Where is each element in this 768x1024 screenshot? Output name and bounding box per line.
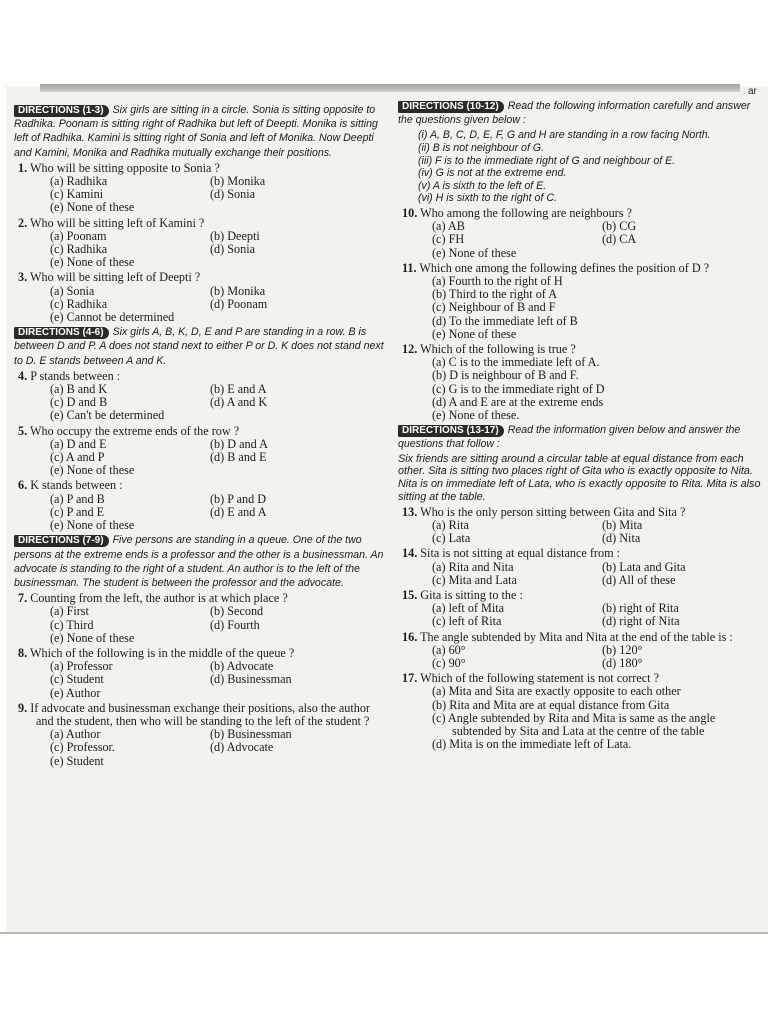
option: (e) None of these [50,463,135,478]
option: (b) CG [602,219,637,234]
option: (e) None of these [50,255,135,270]
directions-text: Six girls A, B, K, D, E and P are standing in a row. B is between D and P. A does not stand next to either P or D. K does not stand next to D. E stands between A and K. [14,326,384,367]
option: (d) To the immediate left of B [432,313,578,328]
option: (c) P and E [50,504,105,519]
question-number: 2. [18,215,28,230]
option: (c) Lata [432,531,471,546]
option: (e) None of these [432,326,517,341]
option: (e) Can't be determined [50,408,165,423]
option: (d) Poonam [210,296,268,311]
directions-1-3 [14,103,388,160]
question-17 [398,672,766,751]
question-text: Which of the following is in the middle of the queue ? [29,645,295,660]
option: (d) Nita [602,531,641,546]
option: (a) Fourth to the right of H [432,273,563,288]
option: (b) Deepti [210,228,260,243]
option: (a) Rita [432,518,469,533]
directions-tag: DIRECTIONS (10-12) [398,101,504,113]
option: (b) Monika [210,283,266,298]
question-2 [14,217,388,270]
option: (d) All of these [602,572,676,587]
question-9 [14,702,388,768]
question-number: 9. [18,700,28,715]
option: (d) Fourth [210,617,260,632]
directions-tag: DIRECTIONS (1-3) [14,105,109,117]
option: (a) 60° [432,642,466,657]
option: (a) First [50,604,89,619]
question-text: Counting from the left, the author is at which place ? [30,591,288,606]
option: (c) Radhika [50,242,108,257]
directions-tag: DIRECTIONS (4-6) [14,327,109,339]
statement-list [398,129,766,205]
question-6 [14,479,388,532]
directions-text: Five persons are standing in a queue. One of the two persons at the extreme ends is a professor and the other is a businessman. An advocate is standing to the right of a student. An author is to the left of the businessman. The student is between the professor and the advocate. [14,534,384,589]
option: (c) Professor. [50,740,115,755]
question-text: Who among the following are neighbours ? [420,205,632,220]
option: (b) Businessman [210,727,292,742]
question-number: 7. [18,591,28,606]
option: (a) left of Mita [432,601,505,616]
option: (d) CA [602,232,637,247]
statement: (v) A is sixth to the left of E. [418,179,547,192]
option: (b) Third to the right of A [432,287,558,302]
option: (e) Author [50,685,101,700]
option: (a) D and E [50,436,107,451]
option: (d) E and A [210,504,267,519]
question-16 [398,631,766,671]
question-number: 5. [18,423,28,438]
statement: (iii) F is to the immediate right of G and neighbour of E. [418,154,676,167]
option: (c) D and B [50,395,108,410]
statement: (ii) B is not neighbour of G. [418,142,545,154]
left-column [14,102,388,768]
option: (a) C is to the immediate left of A. [432,355,600,370]
question-5 [14,425,388,478]
question-text: P stands between : [30,368,121,383]
option: (e) None of these [50,518,135,533]
question-number: 6. [18,478,28,493]
option: (b) right of Rita [602,601,679,616]
question-text: Which one among the following defines the position of D ? [419,260,710,275]
statement: (iv) G is not at the extreme end. [418,167,567,180]
option: (c) Mita and Lata [432,572,517,587]
question-10 [398,207,766,260]
option: (c) Angle subtended by Rita and Mita is same as the angle subtended by Sita and Lata at the centre of the table [432,710,716,739]
question-7 [14,592,388,645]
question-number: 14. [402,546,418,561]
question-number: 15. [402,588,418,603]
question-15 [398,589,766,629]
question-number: 17. [402,671,418,686]
option: (a) AB [432,219,465,234]
directions-text: Read the following information carefully and answer the questions given below : [398,100,751,127]
option: (d) 180° [602,656,643,671]
question-number: 3. [18,270,28,285]
option: (d) Mita is on the immediate left of Lata. [432,737,632,752]
question-text: Who will be sitting left of Deepti ? [29,270,201,285]
option: (d) A and K [210,395,268,410]
page-bottom-edge [0,932,768,934]
option: (b) P and D [210,491,267,506]
question-11 [398,262,766,341]
question-number: 4. [18,368,28,383]
question-text: Who will be sitting left of Kamini ? [29,215,205,230]
question-text: The angle subtended by Mita and Nita at the end of the table is : [420,629,733,644]
option: (c) Kamini [50,187,104,202]
option: (e) None of these [50,630,135,645]
question-text: Which of the following statement is not correct ? [420,671,659,686]
question-text: Gita is sitting to the : [420,588,523,603]
question-13 [398,506,766,546]
header-rule [40,84,740,92]
option: (c) A and P [50,450,105,465]
option: (b) Monika [210,174,266,189]
option: (e) None of these [50,200,135,215]
question-text: Sita is not sitting at equal distance from : [420,546,620,561]
question-number: 12. [402,342,418,356]
option: (c) 90° [432,656,466,671]
option: (c) Neighbour of B and F [432,300,556,315]
statement: (vi) H is sixth to the right of C. [418,192,557,205]
option: (d) Sonia [210,242,256,257]
option: (e) None of these [432,245,517,260]
option: (b) Rita and Mita are at equal distance from Gita [432,697,670,712]
option: (b) Advocate [210,659,274,674]
option: (c) Radhika [50,296,108,311]
directions-text: Six girls are sitting in a circle. Sonia is sitting opposite to Radhika. Poonam is sitting right of Radhika but left of Deepti. Monika is sitting left of Radhika. Kamini is sitting right of Sonia and left of Monika. Now Deepti and Kamini, Monika and Radhika mutually exchange their positions. [14,104,378,159]
option: (b) D is neighbour of B and F. [432,368,579,383]
question-text: If advocate and businessman exchange their positions, also the author and the student, then who will be standing to the left of the student ? [30,700,370,728]
question-number: 1. [18,160,28,175]
corner-text: ar [748,86,757,97]
option: (a) Radhika [50,174,108,189]
directions-10-12 [398,99,766,127]
option: (d) Businessman [210,672,292,687]
option: (c) Third [50,617,94,632]
question-number: 16. [402,629,418,644]
directions-tag: DIRECTIONS (13-17) [398,425,504,437]
option: (b) Second [210,604,264,619]
right-column [398,98,766,751]
option: (a) Sonia [50,283,95,298]
option: (d) right of Nita [602,614,680,629]
statement: (i) A, B, C, D, E, F, G and H are standing in a row facing North. [418,129,711,142]
directions-tag: DIRECTIONS (7-9) [14,535,109,547]
question-text: K stands between : [30,478,123,493]
option: (c) FH [432,232,465,247]
directions-13-17 [398,423,766,504]
option: (a) Author [50,727,101,742]
question-number: 11. [402,260,417,275]
question-text: Which of the following is true ? [420,342,576,356]
question-number: 8. [18,645,28,660]
option: (d) Advocate [210,740,274,755]
question-text: Who is the only person sitting between Gita and Sita ? [420,504,686,519]
option: (a) Poonam [50,228,107,243]
option: (e) None of these. [432,408,520,423]
option: (a) B and K [50,382,108,397]
question-text: Who occupy the extreme ends of the row ? [29,423,240,438]
option: (a) Rita and Nita [432,559,514,574]
option: (b) Mita [602,518,643,533]
option: (c) Student [50,672,104,687]
question-4 [14,370,388,423]
directions-7-9 [14,533,388,590]
question-number: 13. [402,504,418,519]
question-8 [14,647,388,700]
option: (a) Mita and Sita are exactly opposite to each other [432,684,681,699]
option: (d) A and E are at the extreme ends [432,394,604,409]
directions-4-6 [14,325,388,368]
option: (b) E and A [210,382,267,397]
option: (c) left of Rita [432,614,502,629]
option: (b) Lata and Gita [602,559,686,574]
option: (b) D and A [210,436,268,451]
option: (d) B and E [210,450,267,465]
option: (d) Sonia [210,187,256,202]
option: (a) P and B [50,491,105,506]
question-14 [398,547,766,587]
question-1 [14,162,388,215]
directions-paragraph: Six friends are sitting around a circular table at equal distance from each other. Sita is sitting two places right of Gita who is exactly opposite to Nita. Nita is on immediate left of Lata, who is exactly opposite to Rita. Mita is also sitting at the table. [398,452,761,504]
directions-text: Read the information given below and answer the questions that follow : [398,424,741,451]
question-number: 10. [402,205,418,220]
question-3 [14,271,388,324]
option: (b) 120° [602,642,643,657]
question-12 [398,343,766,422]
option: (e) Student [50,753,104,768]
option: (e) Cannot be determined [50,310,175,325]
option: (c) G is to the immediate right of D [432,381,605,396]
option: (a) Professor [50,659,113,674]
question-text: Who will be sitting opposite to Sonia ? [29,160,220,175]
